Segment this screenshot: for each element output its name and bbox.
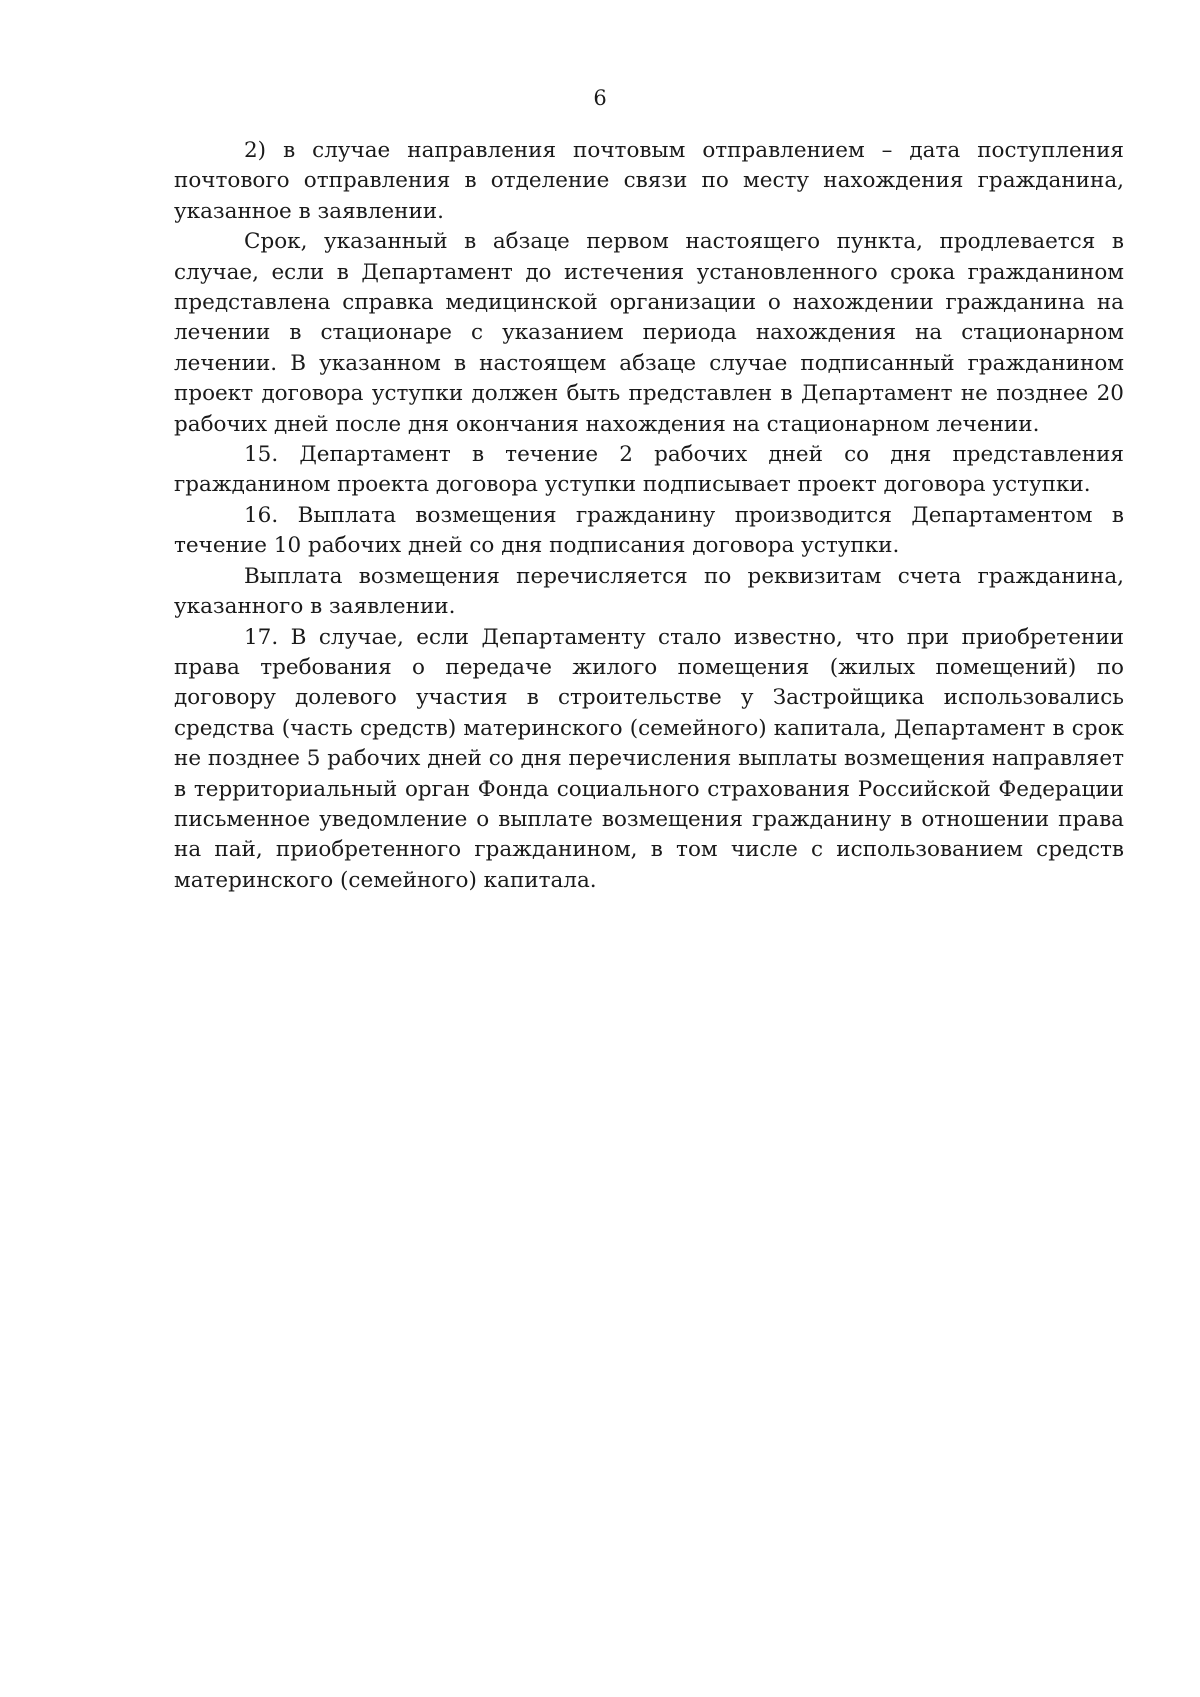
paragraph-clause-16: 16. Выплата возмещения гражданину производится Департаментом в течение 10 рабочих дней со дня подписания договора уступки. [174,502,1124,559]
paragraph-clause-15: 15. Департамент в течение 2 рабочих дней со дня представления гражданином проекта договора уступки подписывает проект договора уступки. [174,442,1124,498]
paragraph-clause-17: 17. В случае, если Департаменту стало известно, что при приобретении права требования о передаче жилого помещения (жилых помещений) по договору долевого участия в строительстве у Застройщика использовались средства (часть средств) материнского (семейного) капитала, Департамент в срок не позднее 5 рабочих дней со дня перечисления выплаты возмещения направляет в территориальный орган Фонда социального страхования Российской Федерации письменное уведомление о выплате возмещения гражданину в отношении права на пай, приобретенного гражданином, в том числе с использованием средств материнского (семейного) капитала. [174,624,1124,893]
paragraph-deadline-extension: Срок, указанный в абзаце первом настоящего пункта, продлевается в случае, если в Департамент до истечения установленного срока гражданином представлена справка медицинской организации о нахождении гражданина на лечении в стационаре с указанием периода нахождения на стационарном лечении. В указанном в настоящем абзаце случае подписанный гражданином проект договора уступки должен быть представлен в Департамент не позднее 20 рабочих дней после дня окончания нахождения на стационарном лечении. [174,229,1124,437]
page-number: 6 [593,86,607,110]
paragraph-item-2-postal: 2) в случае направления почтовым отправлением – дата поступления почтового отправления в отделение связи по месту нахождения гражданина, указанное в заявлении. [174,138,1124,224]
document-body [174,136,1124,896]
paragraph-payment-transfer: Выплата возмещения перечисляется по реквизитам счета гражданина, указанного в заявлении. [174,563,1124,620]
